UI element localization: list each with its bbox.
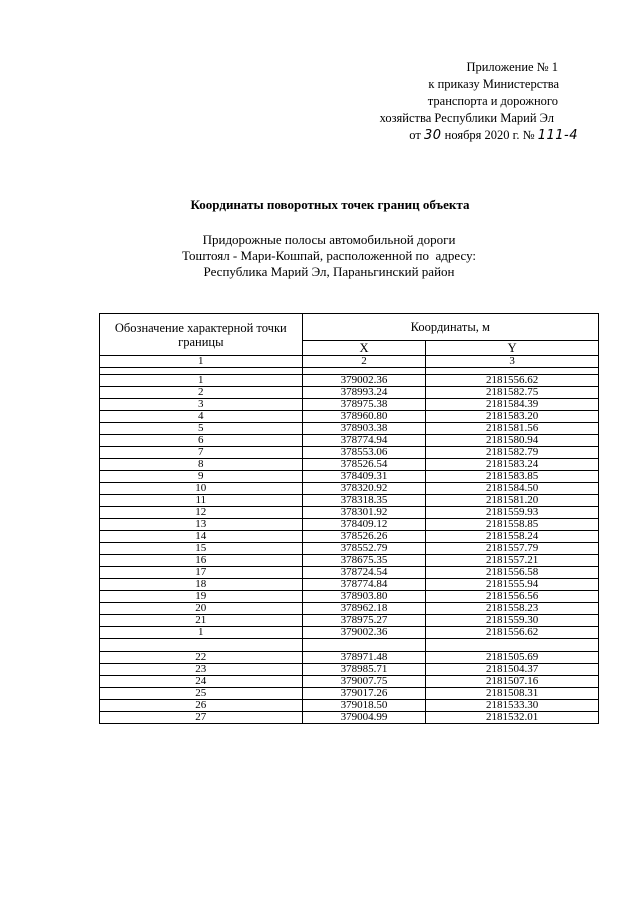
subtitle-line-3: Республика Марий Эл, Параньгинский район xyxy=(203,264,455,279)
x-coordinate-cell: 378903.38 xyxy=(302,423,426,435)
x-coordinate-cell: 378409.12 xyxy=(302,519,426,531)
y-coordinate-cell: 2181558.23 xyxy=(426,603,599,615)
y-coordinate-cell: 2181581.56 xyxy=(426,423,599,435)
empty-cell xyxy=(100,639,303,652)
point-id-cell: 21 xyxy=(100,615,303,627)
point-id-cell: 4 xyxy=(100,411,303,423)
header-y: Y xyxy=(426,341,599,356)
x-coordinate-cell: 378960.80 xyxy=(302,411,426,423)
table-row xyxy=(100,435,599,447)
appendix-header xyxy=(360,59,590,144)
point-id-cell: 20 xyxy=(100,603,303,615)
point-id-cell: 16 xyxy=(100,555,303,567)
table-row xyxy=(100,700,599,712)
subtitle-line-1: Придорожные полосы автомобильной дороги xyxy=(202,232,456,247)
point-id-cell: 18 xyxy=(100,579,303,591)
y-coordinate-cell: 2181558.85 xyxy=(426,519,599,531)
x-coordinate-cell: 379007.75 xyxy=(302,676,426,688)
y-coordinate-cell: 2181557.79 xyxy=(426,543,599,555)
table-row xyxy=(100,603,599,615)
order-date-prefix: от xyxy=(409,128,421,142)
subtitle-line-2: Тоштоял - Мари-Кошпай, расположенной по адресу: xyxy=(181,248,477,263)
x-coordinate-cell: 378552.79 xyxy=(302,543,426,555)
appendix-line-2: к приказу Министерства xyxy=(428,77,559,91)
y-coordinate-cell: 2181583.20 xyxy=(426,411,599,423)
x-coordinate-cell: 378318.35 xyxy=(302,495,426,507)
table-row xyxy=(100,399,599,411)
y-coordinate-cell: 2181582.79 xyxy=(426,447,599,459)
x-coordinate-cell: 378526.54 xyxy=(302,459,426,471)
point-id-cell: 23 xyxy=(100,664,303,676)
order-date-middle: ноября 2020 г. № xyxy=(444,128,535,142)
y-coordinate-cell: 2181580.94 xyxy=(426,435,599,447)
header-x: X xyxy=(302,341,426,356)
x-coordinate-cell: 379018.50 xyxy=(302,700,426,712)
y-coordinate-cell: 2181505.69 xyxy=(426,652,599,664)
table-row xyxy=(100,447,599,459)
appendix-line-5 xyxy=(360,127,590,144)
x-coordinate-cell: 378320.92 xyxy=(302,483,426,495)
y-coordinate-cell: 2181532.01 xyxy=(426,712,599,724)
point-id-cell: 26 xyxy=(100,700,303,712)
point-id-cell: 11 xyxy=(100,495,303,507)
table-row xyxy=(100,495,599,507)
appendix-line-4: хозяйства Республики Марий Эл xyxy=(379,111,554,125)
table-row xyxy=(100,688,599,700)
x-coordinate-cell: 378724.54 xyxy=(302,567,426,579)
table-row xyxy=(100,507,599,519)
x-coordinate-cell: 378301.92 xyxy=(302,507,426,519)
x-coordinate-cell: 379004.99 xyxy=(302,712,426,724)
x-coordinate-cell: 378903.80 xyxy=(302,591,426,603)
point-id-cell: 3 xyxy=(100,399,303,411)
table-row xyxy=(100,664,599,676)
table-row xyxy=(100,615,599,627)
table-row xyxy=(100,531,599,543)
y-coordinate-cell: 2181584.50 xyxy=(426,483,599,495)
y-coordinate-cell: 2181581.20 xyxy=(426,495,599,507)
order-number-handwritten: 111-4 xyxy=(537,128,578,143)
y-coordinate-cell: 2181557.21 xyxy=(426,555,599,567)
y-coordinate-cell: 2181556.62 xyxy=(426,375,599,387)
y-coordinate-cell: 2181555.94 xyxy=(426,579,599,591)
y-coordinate-cell: 2181533.30 xyxy=(426,700,599,712)
table-row xyxy=(100,627,599,639)
x-coordinate-cell: 378553.06 xyxy=(302,447,426,459)
y-coordinate-cell: 2181582.75 xyxy=(426,387,599,399)
x-coordinate-cell: 378675.35 xyxy=(302,555,426,567)
header-coordinates: Координаты, м xyxy=(302,314,598,341)
y-coordinate-cell: 2181558.24 xyxy=(426,531,599,543)
point-id-cell: 17 xyxy=(100,567,303,579)
table-row xyxy=(100,555,599,567)
point-id-cell: 13 xyxy=(100,519,303,531)
point-id-cell: 9 xyxy=(100,471,303,483)
column-number-2: 2 xyxy=(302,356,426,368)
x-coordinate-cell: 379017.26 xyxy=(302,688,426,700)
x-coordinate-cell: 378975.38 xyxy=(302,399,426,411)
table-row xyxy=(100,375,599,387)
y-coordinate-cell: 2181559.30 xyxy=(426,615,599,627)
table-row xyxy=(100,459,599,471)
y-coordinate-cell: 2181507.16 xyxy=(426,676,599,688)
table-row xyxy=(100,567,599,579)
table-row xyxy=(100,519,599,531)
table-row xyxy=(100,387,599,399)
column-number-1: 1 xyxy=(100,356,303,368)
point-id-cell: 2 xyxy=(100,387,303,399)
table-row xyxy=(100,591,599,603)
order-day-handwritten: 30 xyxy=(423,128,442,143)
coordinates-table xyxy=(99,313,599,724)
empty-cell xyxy=(302,639,426,652)
y-coordinate-cell: 2181583.24 xyxy=(426,459,599,471)
table-row xyxy=(100,543,599,555)
y-coordinate-cell: 2181508.31 xyxy=(426,688,599,700)
point-id-cell: 22 xyxy=(100,652,303,664)
point-id-cell: 6 xyxy=(100,435,303,447)
y-coordinate-cell: 2181584.39 xyxy=(426,399,599,411)
x-coordinate-cell: 378774.84 xyxy=(302,579,426,591)
column-number-3: 3 xyxy=(426,356,599,368)
table-row xyxy=(100,471,599,483)
table-row xyxy=(100,652,599,664)
point-id-cell: 19 xyxy=(100,591,303,603)
table-row xyxy=(100,483,599,495)
x-coordinate-cell: 378962.18 xyxy=(302,603,426,615)
point-id-cell: 1 xyxy=(100,375,303,387)
document-subtitle xyxy=(0,232,640,280)
document-title: Координаты поворотных точек границ объекта xyxy=(190,197,470,212)
point-id-cell: 25 xyxy=(100,688,303,700)
x-coordinate-cell: 378971.48 xyxy=(302,652,426,664)
point-id-cell: 7 xyxy=(100,447,303,459)
point-id-cell: 27 xyxy=(100,712,303,724)
table-row xyxy=(100,712,599,724)
spacer-row xyxy=(100,639,599,652)
x-coordinate-cell: 379002.36 xyxy=(302,375,426,387)
y-coordinate-cell: 2181583.85 xyxy=(426,471,599,483)
table-row xyxy=(100,676,599,688)
y-coordinate-cell: 2181556.56 xyxy=(426,591,599,603)
point-id-cell: 15 xyxy=(100,543,303,555)
point-id-cell: 14 xyxy=(100,531,303,543)
x-coordinate-cell: 378975.27 xyxy=(302,615,426,627)
x-coordinate-cell: 378774.94 xyxy=(302,435,426,447)
x-coordinate-cell: 378985.71 xyxy=(302,664,426,676)
x-coordinate-cell: 378409.31 xyxy=(302,471,426,483)
header-point-designation: Обозначение характерной точки границы xyxy=(100,314,303,356)
empty-cell xyxy=(426,639,599,652)
y-coordinate-cell: 2181559.93 xyxy=(426,507,599,519)
point-id-cell: 12 xyxy=(100,507,303,519)
x-coordinate-cell: 378993.24 xyxy=(302,387,426,399)
point-id-cell: 5 xyxy=(100,423,303,435)
y-coordinate-cell: 2181504.37 xyxy=(426,664,599,676)
y-coordinate-cell: 2181556.62 xyxy=(426,627,599,639)
point-id-cell: 24 xyxy=(100,676,303,688)
appendix-line-1: Приложение № 1 xyxy=(466,60,558,74)
x-coordinate-cell: 378526.26 xyxy=(302,531,426,543)
table-row xyxy=(100,411,599,423)
point-id-cell: 8 xyxy=(100,459,303,471)
y-coordinate-cell: 2181556.58 xyxy=(426,567,599,579)
table-row xyxy=(100,423,599,435)
appendix-line-3: транспорта и дорожного xyxy=(427,94,558,108)
point-id-cell: 10 xyxy=(100,483,303,495)
point-id-cell: 1 xyxy=(100,627,303,639)
x-coordinate-cell: 379002.36 xyxy=(302,627,426,639)
table-row xyxy=(100,579,599,591)
